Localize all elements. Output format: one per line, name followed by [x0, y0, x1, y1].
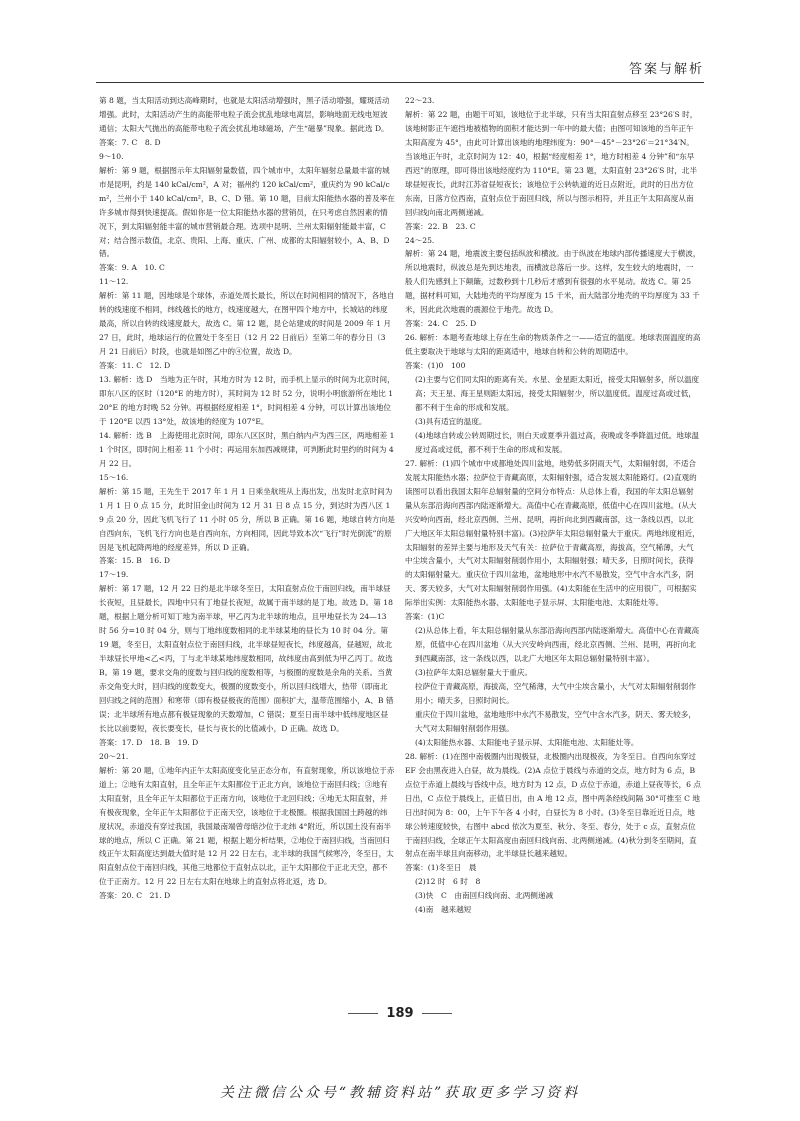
paragraph: 解析：第 9 题，根据图示年太阳辐射量数值，四个城市中，太阳年辐射总量最丰富的城市是昆明，约是 140 kCal/cm²，A 对；福州约 120 kCal/cm²，重庆约为 90 kCal/cm²，兰州小于 140 kCal/cm²，B、C、D 错。第 10 题，目前太阳能热水器的普及率在许多城市得到快速提高。假如你是一位太阳能热水器的营销员，在只考虑自然因素的情况下，到太阳辐射能丰富的城市营销最合理。选项中昆明、兰州太阳辐射能最丰富，C 对；结合图示数值，北京、贵阳、上海、重庆、广州、成都的太阳辐射较小，A、B、D 错。 — [99, 165, 395, 259]
answer-line: 答案：22. B 23. C — [405, 221, 476, 231]
answer-line: 答案：24. C 25. D — [405, 319, 477, 329]
answer-line: 答案：20. C 21. D — [99, 891, 171, 901]
paragraph: 28. 解析：(1)在图中南极圈内出现极昼，北极圈内出现极夜，为冬至日。自西向东穿过 EF 会由黑夜进入白昼，故为晨线。(2)A 点位于晨线与赤道的交点，地方时为 6 点，B 点位于赤道上晨线与昏线中点，地方时为 12 点，D 点位于赤道，赤道上昼夜等长，6 点日出，C 点位于晨线上，正值日出，由 A 地 12 点，图中两条经线间隔 30°可推至 C 地日出时间为 8：00，上午下午各 4 小时，白昼长为 8 小时。(3)冬至日靠近近日点，地球公转速度较快，右图中 abcd 依次为夏至、秋分、冬至、春分，处于 c 点，直射点位于南回归线，全球正午太阳高度由南回归线向南、北两侧递减。(4)秋分到冬至期间，直射点在南半球且向南移动，北半球昼长越来越短。 — [405, 751, 702, 859]
paragraph: 解析：第 15 题，王先生于 2017 年 1 月 1 日乘坐航班从上海出发，出发时北京时间为 1 月 1 日 0 点 15 分，此时旧金山时间为 12 月 31 日 8 点 15 分，到达时为西八区 19 点 20 分，因此飞机飞行了 11 小时 05 分，所以 B 正确。第 16 题，地球自转方向是自西向东，飞机飞行方向也是自西向东，方向相同，因此导致本次“飞行”时光倒流”的原因是飞机起降两地的经度差异，所以 D 正确。 — [99, 486, 395, 552]
answer-item: (3)拉萨年太阳总辐射量大于重庆。 — [415, 668, 533, 678]
paragraph: 解析：第 11 题，因地球是个球体，赤道处周长最长，所以在时间相同的情况下，各地自转的线速度不相同，纬线越长的地方，线速度越大，在图甲四个地方中，长城站的纬度最高，所以自转的线速度最大，故选 C。第 12 题，昆仑站建成的时间是 2009 年 1 月 27 日，此时，地球运行的位置处于冬至日（12 月 22 日前后）至第二年的春分日（3 月 21 日前后）时段，也就是如图乙中的④位置，故选 D。 — [99, 291, 395, 357]
question-range: 15～16. — [99, 472, 129, 482]
answer-item: (3)快 C 由南回归线向南、北两侧递减 — [415, 891, 554, 901]
question-range: 22～23. — [405, 96, 435, 105]
header-divider — [96, 82, 704, 83]
paragraph: 27. 解析：(1)四个城市中成都地处四川盆地，地势低多阴雨天气，太阳辐射弱，不适合发展太阳能热水器；拉萨位于青藏高原，太阳辐射强，适合发展太阳能路灯。(2)直观的读图可以看出我国太阳年总辐射量的空间分布特点：从总体上看，我国的年太阳总辐射量从东部沿海向西部内陆逐渐增大。高值中心在青藏高原，低值中心在四川盆地。(从大兴安岭向西南，经北京西侧、兰州、昆明，再折向北到西藏南部，这一条线以西，以北广大地区年太阳总辐射量特别丰富)。(3)拉萨年太阳总辐射量大于重庆。两地纬度相近，太阳辐射的差异主要与地形及天气有关：拉萨位于青藏高原，海拔高，空气稀薄，大气中尘埃含量小，大气对太阳辐射削弱作用小，太阳辐射强；晴天多，日照时间长，获得的太阳辐射量大。重庆位于四川盆地，盆地地形中水汽不易散发，空气中含水汽多，阴天、雾天较多，大气对太阳辐射削弱作用强。(4)太阳能在生活中的应用很广，可根据实际举出实例：太阳能热水器、太阳能电子显示屏、太阳能电池、太阳能灶等。 — [405, 458, 700, 608]
question-range: 24～25. — [405, 235, 435, 245]
footer-note: 关注微信公众号“教辅资料站”获取更多学习资料 — [219, 1085, 581, 1101]
paragraph: 26. 解析：本题考查地球上存在生命的物质条件之一——适宜的温度。地球表面温度的高低主要取决于地球与太阳的距离适中，地球自转和公转的周期适中。 — [405, 333, 701, 357]
answer-item: (3)具有适宜的温度。 — [415, 416, 487, 426]
answer-line: 答案：(1)0 100 — [405, 361, 466, 371]
answer-item: 拉萨位于青藏高原，海拔高，空气稀薄，大气中尘埃含量小，大气对太阳辐射削弱作用小；晴天多，日照时间长。 — [415, 682, 696, 705]
question-range: 20～21. — [99, 751, 129, 761]
answer-line: 答案：(1)冬至日 晨 — [405, 863, 477, 873]
page-number-dash-right — [422, 1013, 452, 1014]
paragraph: 解析：第 17 题，12 月 22 日约是北半球冬至日，太阳直射点位于南回归线，南半球昼长夜短，且昼最长，四地中只有丁地昼长夜短，故属于南半球的是丁地。故选 D。第 18 题，根据上题分析可知丁地为南半球，甲乙丙为北半球的地点，且甲地昼长为 24—13 时 56 分=10 时 04 分，则与丁地纬度数相同的北半球某地的昼长为 10 时 04 分。第 19 题，冬至日，太阳直射点位于南回归线，北半球昼短夜长，纬度越高，昼越短，故北半球昼长甲地<乙<丙，丁与北半球某地纬度数相同，故纬度由高到低为甲乙丙丁。故选 B。第 19 题，要求交角的度数与回归线的度数相等，与极圈的度数是余角的关系。当黄赤交角变大时，回归线的度数变大，极圈的度数变小，所以回归线增大，热带（即南北回归线之间的范围）和寒带（即有极昼极夜的范围）面积扩大，温带范围缩小，A、B 错误；北半球所有地点都有极昼现象的天数增加，C 错误；夏至日南半球中低纬度地区昼长比以前要短，夜长要变长，昼长与夜长的比值减小，D 正确。故选 D。 — [99, 584, 394, 733]
answer-line: 答案：(1)C — [405, 612, 445, 622]
answer-item: (2)主要与它们同太阳的距离有关。水星、金星距太阳近，接受太阳辐射多，所以温度高；天王星、海王星则距太阳远，接受太阳辐射少，所以温度低。温度过高或过低，都不利于生命的形成和发展。 — [415, 375, 700, 412]
answer-line: 答案：15. B 16. D — [99, 556, 171, 566]
answer-item: 重庆位于四川盆地，盆地地形中水汽不易散发，空气中含水汽多，阴天、雾天较多，大气对太阳辐射削弱作用强。 — [415, 709, 696, 733]
question-range: 17～19. — [99, 570, 129, 580]
answer-line: 答案：9. A 10. C — [99, 263, 165, 273]
answer-item: (4)地球自转或公转周期过长，则白天或夏季升温过高，夜晚或冬季降温过低。地球温度过高或过低，都不利于生命的形成和发展。 — [415, 430, 700, 454]
paragraph: 第 8 题，当太阳活动到达高峰期时，也就是太阳活动增强时，黑子活动增强，耀斑活动增强。此时，太阳活动产生的高能带电粒子流会扰乱地球电离层，影响地面无线电短波通信；太阳大气抛出的高能带电粒子流会扰乱地球磁场，产生“磁暴”现象。据此选 D。 — [99, 96, 390, 133]
question-range: 11～12. — [99, 277, 129, 287]
answer-line: 答案：11. C 12. D — [99, 361, 171, 371]
paragraph: 13. 解析：选 D 当地为正午时，其地方时为 12 时，而手机上显示的时间为北京时间，即东八区的区时（120°E 的地方时），其时间为 12 时 52 分，说明小明旅游所在地比 120°E 的地方时晚 52 分钟。再根据经度相差 1°，时间相差 4 分钟，可以计算出该地位于 120°E 以西 13°处，故该地的经度为 107°E。 — [99, 375, 395, 426]
page-number — [0, 1006, 800, 1021]
page-number-value: 189 — [386, 1006, 414, 1021]
right-text-column — [405, 94, 701, 917]
question-range: 9～10. — [99, 151, 124, 161]
paragraph: 14. 解析：选 B 上海使用北京时间，即东八区区时，黑白纳内卢为西三区，两地相差 11 个时区，即时间上相差 11 个小时；再运用东加西减规律，可判断此时里约的时间为 4 月 22 日。 — [99, 430, 395, 468]
answer-item: (4)南 越来越短 — [415, 905, 472, 915]
answer-item: (2)12 时 6 时 8 — [415, 877, 481, 887]
paragraph: 解析：第 22 题，由题干可知，该地位于北半球，只有当太阳直射点移至 23°26′S 时，该地树影正午遮挡地被植物的面积才能达到一年中的最大值；由图可知该地的当年正午太阳高度为 45°，由此可计算出该地的地理纬度为：90°－45°－23°26′＝21°34′N。当该地正午时，北京时间为 12：40，根据“经度相差 1°，地方时相差 4 分钟”和“东早西迟”的原理，即可得出该地经度约为 110°E。第 23 题，太阳直射 23°26′S 时，北半球昼短夜长，此时江苏省昼短夜长；该地位于公转轨道的近日点附近，此时的日出方位东南，日落方位西南，直射点位于南回归线，所以与图示相符，并且正午太阳高度从南回归线向南北两侧递减。 — [405, 109, 698, 217]
answer-item: (4)太阳能热水器、太阳能电子显示屏、太阳能电池、太阳能灶等。 — [415, 737, 639, 747]
paragraph: 解析：第 20 题，①地年内正午太阳高度变化呈正态分布，有直射现象，所以该地位于赤道上；②地有太阳直射，且全年正午太阳都位于正北方向，该地位于南回归线；③地有太阳直射，且全年正午太阳都位于正南方向，该地位于北回归线；④地无太阳直射，并有极夜现象，全年正午太阳都位于正南天空，该地位于北极圈。根据我国国土跨越的纬度状况，赤道没有穿过我国，我国最南端曾母暗沙位于北纬 4°附近，所以国土没有南半球的地点，所以 C 正确。第 21 题，根据上题分析结果，②地位于南回归线，当南回归线正午太阳高度达到最大值时是 12 月 22 日左右，北半球的我国气候寒冷，冬至日，太阳直射点位于南回归线，其他三地都位于直射点以北，正午太阳都位于正北天空，都不位于正南方。12 月 22 日左右太阳在地球上的直射点将北返，选 D。 — [99, 765, 395, 887]
page-number-dash-left — [348, 1013, 378, 1014]
page-header-title: 答案与解析 — [628, 62, 704, 77]
answer-item: (2)从总体上看，年太阳总辐射量从东部沿海向西部内陆逐渐增大。高值中心在青藏高原，低值中心在四川盆地（从大兴安岭向西南，经北京西侧、兰州、昆明，再折向北到西藏南部，这一条线以西，以北广大地区年太阳总辐射量特别丰富）。 — [415, 626, 700, 664]
paragraph: 解析：第 24 题，地震波主要包括纵波和横波。由于纵波在地球内部传播速度大于横波，所以地震时，纵波总是先到达地表，而横波总落后一步。这样，发生较大的地震时，一般人们先感到上下颠簸，过数秒到十几秒后才感到有很强的水平晃动。故选 C。第 25 题，据材料可知，大陆地壳的平均厚度为 15 千米，而大陆部分地壳的平均厚度为 33 千米，因此此次地震的震源位于地壳。故选 D。 — [405, 249, 701, 315]
left-text-column — [99, 94, 395, 903]
answer-line: 答案：17. D 18. B 19. D — [99, 737, 199, 747]
answer-line: 答案：7. C 8. D — [99, 137, 161, 147]
